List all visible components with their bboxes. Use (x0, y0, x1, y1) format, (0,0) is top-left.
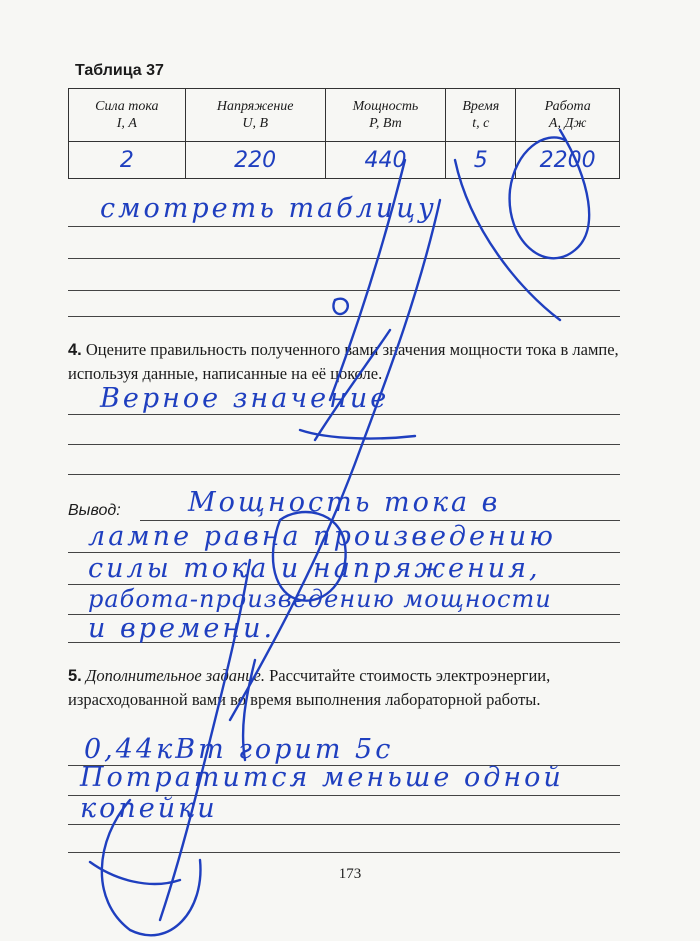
handwritten-answer-3: смотреть таблицу (100, 193, 437, 224)
task-5-text: Рассчитайте стоимость электроэнергии, израсходованной вами во время выполнения лабораторной работы. (68, 666, 551, 709)
ruled-line (68, 258, 620, 259)
ruled-line (68, 414, 620, 415)
header-current: Сила тока I, А (69, 89, 186, 142)
value-current: 2 (69, 142, 186, 179)
ruled-line (68, 226, 620, 227)
value-time: 5 (446, 142, 516, 179)
ruled-line (68, 474, 620, 475)
value-voltage: 220 (185, 142, 325, 179)
task-5-number: 5. (68, 667, 82, 685)
scribble-stroke (455, 160, 560, 320)
task-5-answer-line-2: Потратится меньше одной (80, 762, 564, 793)
conclusion-line-5: и времени. (88, 613, 276, 644)
header-work: Работа A, Дж (516, 89, 620, 142)
results-table (68, 88, 620, 179)
task-5-answer-line-3: копейки (80, 793, 218, 824)
task-5 (68, 664, 620, 711)
task-4-number: 4. (68, 341, 82, 359)
header-time: Время t, с (446, 89, 516, 142)
ruled-line (68, 316, 620, 317)
handwritten-answer-4: Верное значение (100, 383, 390, 414)
conclusion-label: Вывод: (68, 502, 121, 519)
conclusion-line-3: силы тока и напряжения, (88, 553, 541, 584)
header-voltage: Напряжение U, В (185, 89, 325, 142)
page-number: 173 (338, 866, 362, 882)
table-header-row (69, 89, 620, 142)
ruled-line (68, 852, 620, 853)
value-power: 440 (325, 142, 446, 179)
ruled-line (68, 444, 620, 445)
conclusion-line-2: лампе равна произведению (88, 521, 556, 552)
scribble-stroke (300, 430, 415, 438)
table-row (69, 142, 620, 179)
ruled-line (68, 824, 620, 825)
task-5-title: Дополнительное задание. (85, 666, 265, 685)
scribble-stroke (333, 299, 347, 314)
ruled-line (68, 290, 620, 291)
table-title: Таблица 37 (75, 62, 164, 79)
conclusion-line-1: Мощность тока в (188, 487, 501, 518)
task-5-answer-line-1: 0,44кВт горит 5с (84, 734, 394, 765)
header-power: Мощность P, Вт (325, 89, 446, 142)
task-4 (68, 338, 620, 385)
value-work: 2200 (516, 142, 620, 179)
task-4-text: Оцените правильность полученного вами значения мощности тока в лампе, используя данные, написанные на её цоколе. (68, 340, 619, 383)
conclusion-line-4: работа-произведению мощности (88, 585, 552, 613)
